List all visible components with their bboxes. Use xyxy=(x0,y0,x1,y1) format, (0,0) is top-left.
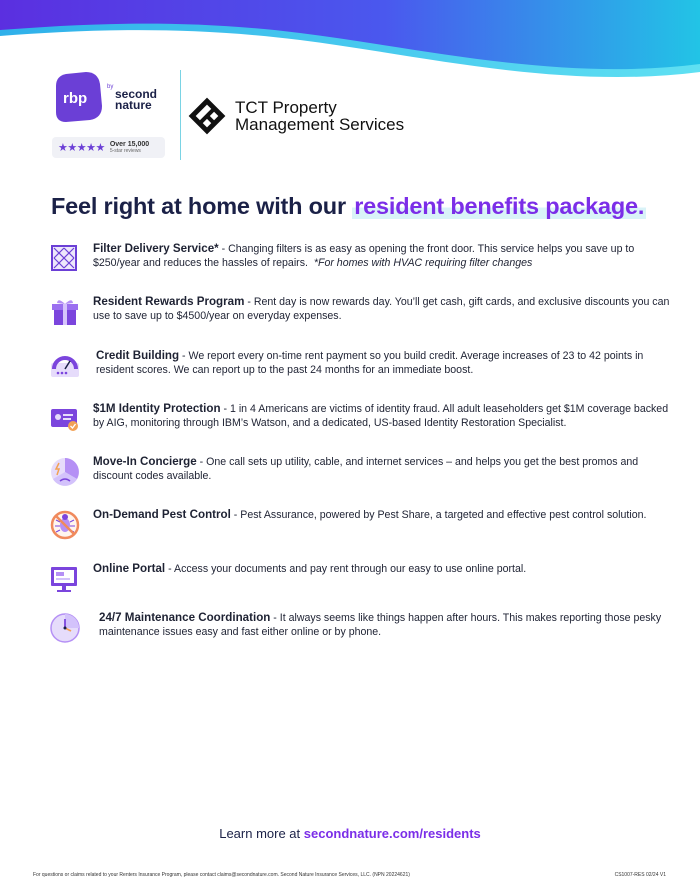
svg-text:nature: nature xyxy=(115,98,152,112)
headline-highlight: resident benefits package. xyxy=(354,193,645,219)
page-headline xyxy=(51,193,646,220)
benefit-body: 1 in 4 Americans are victims of identity fraud. All adult leaseholders get $1M coverage backed by AIG, monitoring through IBM’s Watson, and a dedicated, US-based Identity Restoration Specialist. xyxy=(93,403,669,429)
benefit-body: One call sets up utility, cable, and internet services – and helps you get the best promos and discount codes available. xyxy=(93,456,639,482)
benefit-title: On-Demand Pest Control xyxy=(93,508,231,521)
no-pest-icon xyxy=(48,508,82,542)
benefit-title: 24/7 Maintenance Coordination xyxy=(99,611,271,624)
rating-stars-icon: ★★★★★ xyxy=(58,142,105,154)
benefit-body: We report every on-time rent payment so you build credit. Average increases of 23 to 42 points in resident scores. We can report up to the past 24 months for an immediate boost. xyxy=(96,350,644,376)
svg-text:second: second xyxy=(115,87,158,101)
company-name-line2: Management Services xyxy=(235,115,405,134)
rating-count: Over 15,000 xyxy=(109,141,150,148)
benefit-body: Changing filters is as easy as opening the front door. This service helps you save up to $250/year and reduces the hassles of repairs. xyxy=(93,243,635,269)
learn-more: Learn more at secondnature.com/residents xyxy=(219,826,481,841)
company-name-line1: TCT Property xyxy=(235,98,337,117)
benefit-title: $1M Identity Protection xyxy=(93,402,221,415)
gift-icon xyxy=(48,295,82,329)
rbp-logo xyxy=(52,72,167,122)
benefit-title: Filter Delivery Service* xyxy=(93,242,219,255)
headline-prefix: Feel right at home with our xyxy=(51,193,353,219)
company-name xyxy=(235,99,404,133)
rating-caption: 5-star reviews xyxy=(109,148,141,154)
benefit-body: Pest Assurance, powered by Pest Share, a targeted and effective pest control solution. xyxy=(240,509,647,521)
portal-monitor-icon xyxy=(48,562,82,596)
benefit-body: Access your documents and pay rent through our easy to use online portal. xyxy=(174,563,527,575)
tct-logo-icon xyxy=(188,97,226,135)
benefit-note: *For homes with HVAC requiring filter changes xyxy=(313,257,533,269)
benefit-title: Resident Rewards Program xyxy=(93,295,245,308)
identity-card-icon xyxy=(48,402,82,436)
svg-text:by: by xyxy=(107,84,114,90)
benefit-body: It always seems like things happen after hours. This makes reporting those pesky maintenance issues easy and fast either online or by phone. xyxy=(99,612,662,638)
benefit-title: Credit Building xyxy=(96,349,180,362)
document-code: CS1007-RES 02/24 V1 xyxy=(614,872,666,878)
credit-gauge-icon xyxy=(48,349,82,383)
learn-more-link[interactable]: secondnature.com/residents xyxy=(303,826,481,841)
fine-print: For questions or claims related to your Renters Insurance Program, please contact claims@secondnature.com. Second Nature Insurance Services, LLC. (NPN 20224621) xyxy=(33,872,410,878)
rating-badge xyxy=(52,137,165,158)
filter-icon xyxy=(48,242,82,276)
benefit-body: Rent day is now rewards day. You’ll get cash, gift cards, and exclusive discounts you can use to save up to $4500/year on everyday expenses. xyxy=(93,296,670,322)
concierge-icon xyxy=(48,455,82,489)
logo-divider xyxy=(180,70,181,160)
clock-icon xyxy=(48,611,82,645)
benefit-title: Online Portal xyxy=(93,562,166,575)
svg-text:rbp: rbp xyxy=(63,90,88,107)
benefit-title: Move-In Concierge xyxy=(93,455,197,468)
